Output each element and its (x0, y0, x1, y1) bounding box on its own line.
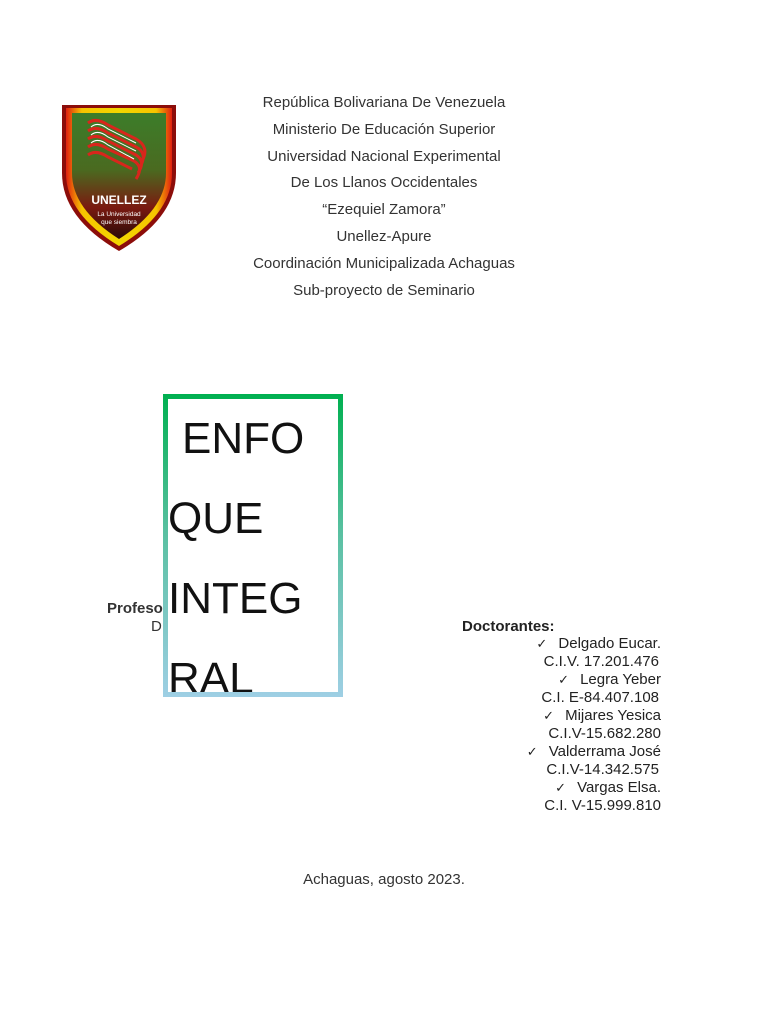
institution-header (184, 90, 584, 304)
list-item (527, 635, 661, 653)
logo-tagline-2: que siembra (101, 219, 137, 226)
header-line: Unellez-Apure (336, 227, 432, 245)
place-date: Achaguas, agosto 2023. (303, 871, 465, 888)
check-icon: ✓ (536, 636, 548, 651)
professor-label: Profeso (107, 600, 163, 617)
title-line: QUE (168, 494, 264, 543)
title-box (163, 394, 343, 697)
student-name: Vargas Elsa. (577, 779, 661, 796)
list-item (527, 743, 661, 761)
logo-name: UNELLEZ (91, 193, 147, 207)
header-line: Sub-proyecto de Seminario (293, 281, 475, 299)
header-line: Coordinación Municipalizada Achaguas (253, 254, 515, 272)
document-title (168, 399, 338, 692)
student-id: C.I.V-14.342.575 (546, 761, 659, 778)
student-id: C.I.V. 17.201.476 (543, 653, 659, 670)
students-heading: Doctorantes: (462, 618, 555, 635)
header-line: “Ezequiel Zamora” (322, 201, 446, 219)
student-name: Delgado Eucar. (558, 635, 661, 652)
professor-name: D (151, 618, 162, 635)
check-icon: ✓ (526, 744, 538, 759)
student-name: Legra Yeber (580, 671, 661, 688)
title-line: ENFO (182, 414, 305, 463)
student-id: C.I.V-15.682.280 (548, 725, 661, 742)
header-line: Universidad Nacional Experimental (267, 147, 501, 165)
list-item (527, 707, 661, 725)
unellez-logo (58, 103, 180, 253)
student-id: C.I. V-15.999.810 (544, 797, 661, 814)
check-icon: ✓ (558, 672, 569, 687)
student-id: C.I. E-84.407.108 (541, 689, 659, 706)
list-item (527, 779, 661, 797)
student-name: Valderrama José (548, 743, 661, 760)
header-line: Ministerio De Educación Superior (272, 120, 496, 138)
list-item (527, 671, 661, 689)
check-icon: ✓ (543, 708, 555, 723)
students-list (527, 635, 661, 815)
header-line: República Bolivariana De Venezuela (262, 94, 506, 111)
title-line: INTEG (168, 574, 303, 623)
logo-tagline-1: La Universidad (97, 211, 141, 218)
student-name: Mijares Yesica (565, 707, 661, 724)
header-line: De Los Llanos Occidentales (290, 174, 478, 192)
check-icon: ✓ (555, 780, 566, 795)
title-line: RAL (168, 654, 254, 692)
